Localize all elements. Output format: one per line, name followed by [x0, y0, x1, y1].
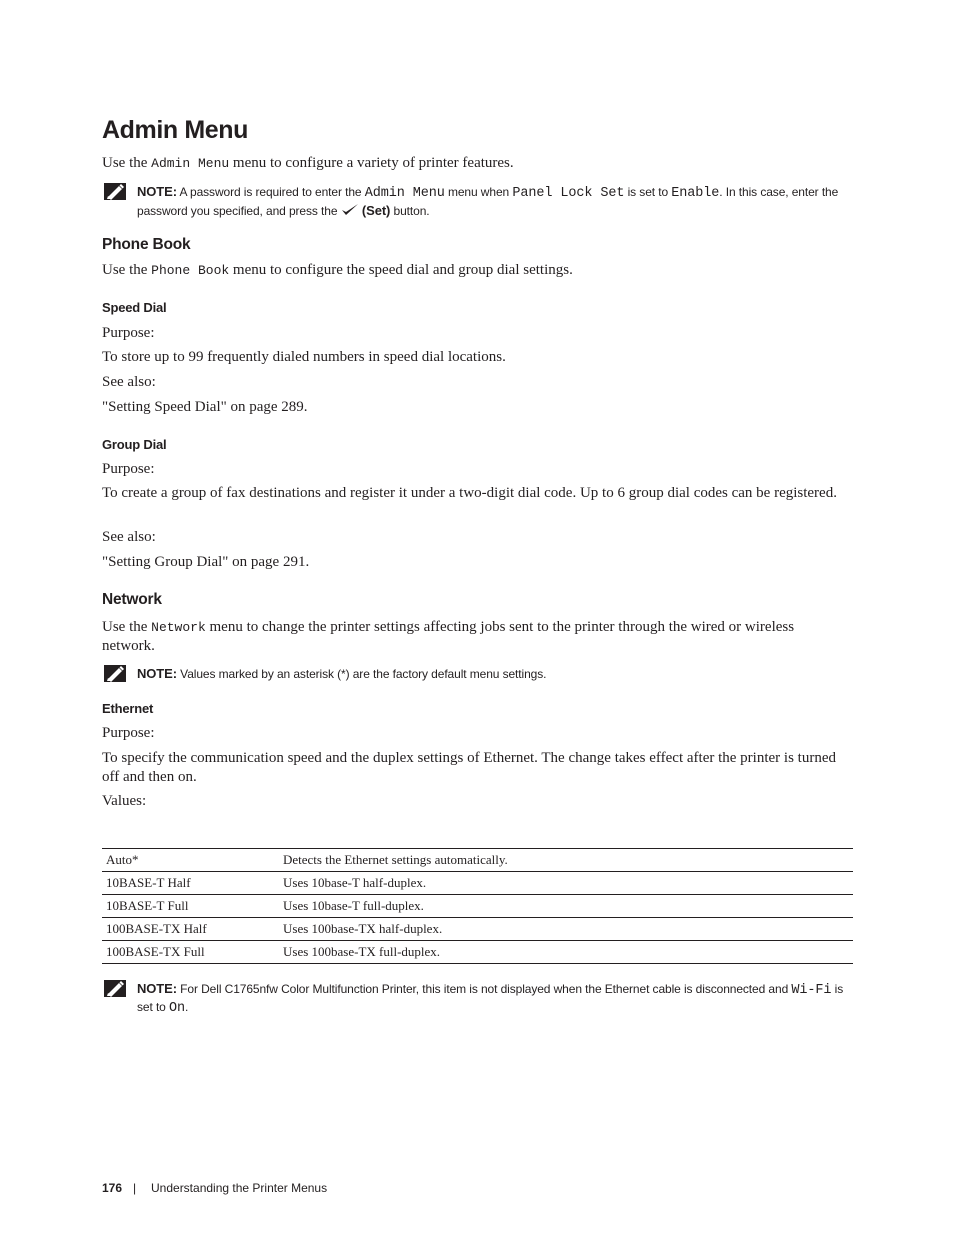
intro-text-post: menu to configure a variety of printer features. — [229, 155, 514, 171]
note-label: NOTE: — [137, 184, 177, 199]
note-text-part: menu when — [444, 185, 513, 199]
heading-ethernet: Ethernet — [102, 701, 154, 716]
note-text — [137, 980, 853, 1017]
speed-dial-see-also-label: See also: — [102, 374, 156, 390]
phone-book-intro-pre: Use the — [102, 262, 152, 278]
note-text-part: . In this case, enter the password you specified, and press the — [137, 185, 839, 218]
page-number: 176 — [102, 1181, 123, 1195]
note-code-wifi: Wi-Fi — [791, 983, 832, 998]
heading-phone-book: Phone Book — [102, 236, 191, 253]
note-text-part: is set to — [137, 982, 844, 1014]
note-text — [137, 665, 853, 683]
note-text-part: is set to — [624, 185, 672, 199]
ethernet-values-table — [102, 848, 853, 964]
note-pencil-icon — [104, 980, 126, 997]
value-cell: 10BASE-T Half — [102, 872, 279, 895]
note-text-part: For Dell C1765nfw Color Multifunction Printer, this item is not displayed when the Ethernet cable is disconnected and — [176, 982, 792, 996]
note-label: NOTE: — [137, 666, 177, 681]
table-row — [102, 918, 853, 941]
note-text-part: button. — [390, 204, 430, 218]
value-cell: Auto* — [102, 849, 279, 872]
value-cell: 100BASE-TX Full — [102, 941, 279, 964]
table-row — [102, 941, 853, 964]
page-title: Admin Menu — [102, 116, 248, 144]
phone-book-code: Phone Book — [151, 263, 230, 278]
note-text-part: . — [185, 1000, 189, 1014]
network-intro-post: menu to change the printer settings affecting jobs sent to the printer through the wired or wireless network. — [102, 619, 795, 654]
phone-book-intro-post: menu to configure the speed dial and group dial settings. — [229, 262, 573, 278]
phone-book-intro — [102, 261, 850, 280]
value-cell: 100BASE-TX Half — [102, 918, 279, 941]
footer-separator: | — [133, 1181, 137, 1195]
note-pencil-icon — [104, 665, 126, 682]
note-code-admin-menu: Admin Menu — [364, 186, 445, 201]
note-code-enable: Enable — [671, 186, 720, 201]
speed-dial-see-also: "Setting Speed Dial" on page 289. — [102, 399, 308, 415]
network-intro-pre: Use the — [102, 619, 152, 635]
ethernet-purpose-label: Purpose: — [102, 725, 155, 741]
note-text-part: A password is required to enter the — [176, 185, 365, 199]
heading-group-dial: Group Dial — [102, 437, 167, 452]
footer-section-title: Understanding the Printer Menus — [151, 1181, 328, 1195]
network-code: Network — [151, 620, 206, 635]
table-row — [102, 872, 853, 895]
description-cell: Detects the Ethernet settings automatically. — [279, 849, 853, 872]
description-cell: Uses 100base-TX half-duplex. — [279, 918, 853, 941]
note-label: NOTE: — [137, 981, 177, 996]
description-cell: Uses 100base-TX full-duplex. — [279, 941, 853, 964]
heading-speed-dial: Speed Dial — [102, 300, 167, 315]
value-cell: 10BASE-T Full — [102, 895, 279, 918]
speed-dial-purpose: To store up to 99 frequently dialed numbers in speed dial locations. — [102, 349, 506, 365]
heading-network: Network — [102, 591, 162, 608]
intro-paragraph — [102, 154, 850, 173]
table-row — [102, 895, 853, 918]
ethernet-values-label: Values: — [102, 793, 147, 809]
set-button-label: (Set) — [361, 203, 391, 218]
note-text — [137, 183, 853, 220]
group-dial-purpose-label: Purpose: — [102, 461, 155, 477]
note-text-part: Values marked by an asterisk (*) are the factory default menu settings. — [176, 667, 547, 681]
group-dial-see-also: "Setting Group Dial" on page 291. — [102, 554, 310, 570]
note-code-panel-lock-set: Panel Lock Set — [512, 186, 625, 201]
intro-code: Admin Menu — [151, 156, 230, 171]
group-dial-see-also-label: See also: — [102, 529, 156, 545]
note-pencil-icon — [104, 183, 126, 200]
ethernet-purpose: To specify the communication speed and the duplex settings of Ethernet. The change takes effect after the printer is turned off and then on. — [102, 750, 836, 785]
description-cell: Uses 10base-T half-duplex. — [279, 872, 853, 895]
intro-text-pre: Use the — [102, 155, 152, 171]
group-dial-purpose: To create a group of fax destinations and register it under a two-digit dial code. Up to 6 group dial codes can be registered. — [102, 485, 837, 501]
table-row — [102, 849, 853, 872]
network-intro — [102, 618, 850, 656]
speed-dial-purpose-label: Purpose: — [102, 325, 155, 341]
checkmark-icon — [341, 203, 359, 217]
description-cell: Uses 10base-T full-duplex. — [279, 895, 853, 918]
note-code-on: On — [168, 1001, 185, 1016]
